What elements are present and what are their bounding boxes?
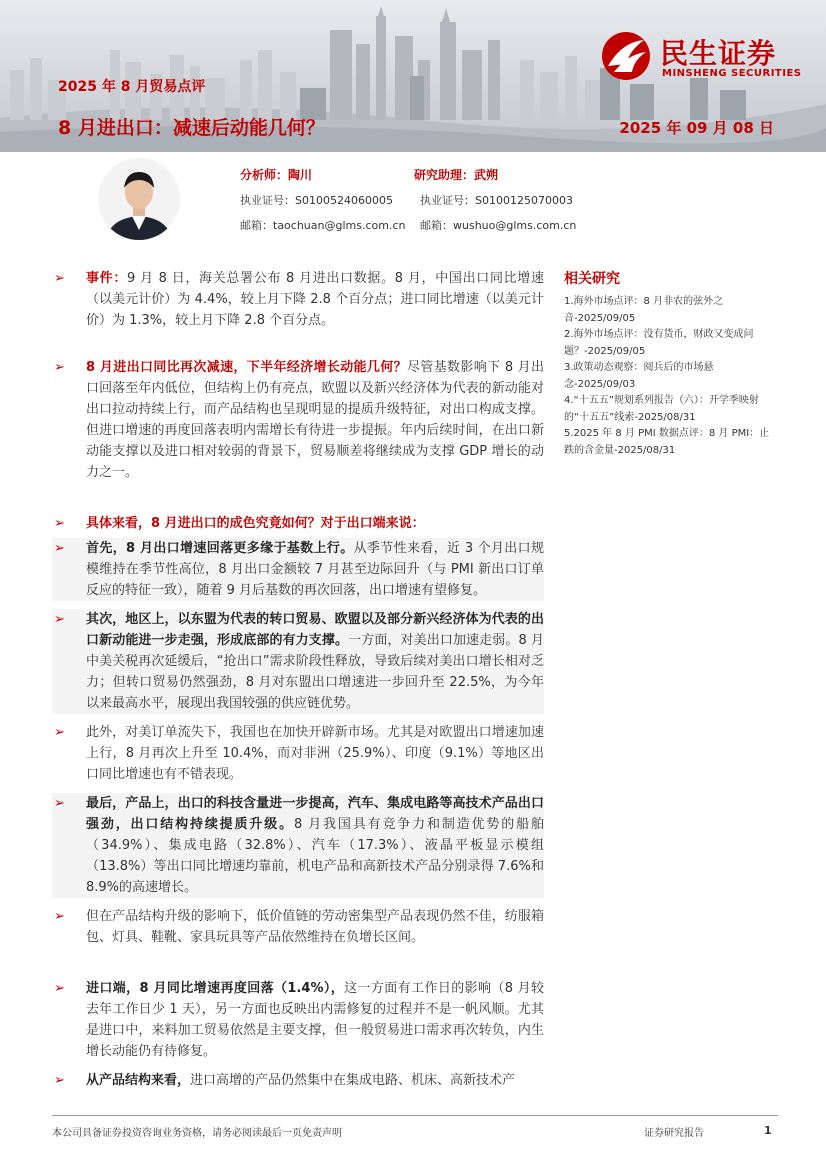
related-research [564,268,779,459]
assistant-cert: S0100125070003 [475,194,573,207]
related-research-item[interactable]: 5.2025 年 8 月 PMI 数据点评：8 月 PMI：止跌的含金量-2025/08/31 [564,428,770,456]
paragraph-labor-intensive: ➢ 但在产品结构升级的影响下，低价值链的劳动密集型产品表现仍然不佳，纺服箱包、灯具、鞋靴、家具玩具等产品依然维持在负增长区间。 [52,906,544,948]
report-series: 2025 年 8 月贸易点评 [58,79,206,95]
paragraph-products: ➢ 最后，产品上，出口的科技含量进一步提高，汽车、集成电路等高技术产品出口强劲，出口结构持续提质升级。8 月我国具有竞争力和制造优势的船舶（34.9%）、集成电路（32.8%）、汽车（17.3%）、液晶平板显示模组（13.8%）等出口同比增速均靠前，机电产品和高新技术产品分别录得 7.6%和 8.9%的高速增长。 [52,793,544,898]
related-research-item[interactable]: 1.海外市场点评：8 月非农的弦外之音-2025/09/05 [564,296,724,324]
analyst-name: 陶川 [288,168,313,182]
assistant-name: 武朔 [474,168,499,182]
bullet-arrow-icon: ➢ [54,612,65,627]
footer-doc-type: 证券研究报告 [644,1128,704,1139]
report-title: 8 月进出口：减速后动能几何？ [58,117,325,139]
bullet-arrow-icon: ➢ [54,909,65,924]
related-research-item[interactable]: 3.政策动态观察：阅兵后的市场悬念-2025/09/03 [564,362,714,390]
footer-divider [52,1115,778,1116]
paragraph-event: ➢ 事件：9 月 8 日，海关总署公布 8 月进出口数据。8 月，中国出口同比增速（以美元计价）为 4.4%，较上月下降 2.8 个百分点；进口同比增速（以美元计价）为 1.3%，较上月下降 2.8 个百分点。 [52,268,544,331]
paragraph-new-markets: ➢ 此外，对美订单流失下，我国也在加快开辟新市场。尤其是对欧盟出口增速加速上行，8 月再次上升至 10.4%，而对非洲（25.9%）、印度（9.1%）等地区出口同比增速也有不错表现。 [52,722,544,785]
analyst-cert: S0100524060005 [295,194,393,207]
analyst-info [240,166,405,233]
paragraph-regions: ➢ 其次，地区上，以东盟为代表的转口贸易、欧盟以及部分新兴经济体为代表的出口新动能进一步走强，形成底部的有力支撑。一方面，对美出口加速走弱。8 月中美关税再次延缓后，“抢出口”需求阶段性释放，导致后续对美出口增长相对乏力；但转口贸易仍然强劲，8 月对东盟出口增速进一步回升至 22.5%，为今年以来最高水平，展现出我国较强的供应链优势。 [52,609,544,714]
paragraph-export-heading: ➢ 具体来看，8 月进出口的成色究竟如何？对于出口端来说： [52,513,544,534]
paragraph-imports: ➢ 进口端，8 月同比增速再度回落（1.4%），这一方面有工作日的影响（8 月较去年工作日少 1 天），另一方面也反映出内需修复的过程并不是一帆风顺。尤其是进口中，来料加工贸易依然是主要支撑，但一般贸易进口需求再次转负，内生增长动能仍有待修复。 [52,978,544,1062]
related-research-item[interactable]: 4.“十五五”规划系列报告（六）：开学季映射的“十五五”线索-2025/08/31 [564,395,759,423]
paragraph-summary: ➢ 8 月进出口同比再次减速，下半年经济增长动能几何？尽管基数影响下 8 月出口回落至年内低位，但结构上仍有亮点，欧盟以及新兴经济体为代表的新动能对出口拉动持续上行，而产品结构也呈现明显的提质升级特征，对出口构成支撑。但进口增速的再度回落表明内需增长有待进一步提振。年内后续时间，在出口新动能支撑以及进口相对较弱的背景下，贸易顺差将继续成为支撑 GDP 增长的动力之一。 [52,357,544,483]
bullet-arrow-icon: ➢ [54,796,65,811]
logo-english-name: MINSHENG SECURITIES [662,68,802,79]
assistant-info [414,166,576,233]
analyst-cert-label: 执业证号： [240,194,295,207]
logo-mark-icon [600,30,652,82]
analyst-photo [98,158,180,240]
company-logo [600,30,810,86]
assistant-email: wushuo@glms.com.cn [453,219,577,232]
report-date: 2025 年 09 月 08 日 [619,119,774,137]
analyst-email: taochuan@glms.com.cn [273,219,406,232]
footer-disclaimer: 本公司具备证券投资咨询业务资格，请务必阅读最后一页免责声明 [52,1128,342,1139]
assistant-role: 研究助理： [414,168,475,182]
bullet-arrow-icon: ➢ [54,360,65,375]
bullet-arrow-icon: ➢ [54,516,65,531]
assistant-email-label: 邮箱： [420,219,453,232]
bullet-arrow-icon: ➢ [54,541,65,556]
bullet-arrow-icon: ➢ [54,981,65,996]
logo-chinese-name: 民生证券 [660,37,777,70]
bullet-arrow-icon: ➢ [54,725,65,740]
assistant-cert-label: 执业证号： [420,194,475,207]
analyst-email-label: 邮箱： [240,219,273,232]
paragraph-import-products: ➢ 从产品结构来看，进口高增的产品仍然集中在集成电路、机床、高新技术产 [52,1070,544,1091]
analyst-role: 分析师： [240,168,289,182]
paragraph-base-effect: ➢ 首先，8 月出口增速回落更多缘于基数上行。从季节性来看，近 3 个月出口规模维持在季节性高位，8 月出口金额较 7 月甚至边际回升（与 PMI 新出口订单反应的特征一致），随着 9 月后基数的再次回落，出口增速有望修复。 [52,538,544,601]
page-number: 1 [764,1124,772,1137]
bullet-arrow-icon: ➢ [54,1073,65,1088]
related-research-item[interactable]: 2.海外市场点评：没有货币，财政又变成问题？-2025/09/05 [564,329,754,357]
report-body [52,268,544,1091]
related-research-title: 相关研究 [564,271,620,287]
header-banner [0,0,826,152]
bullet-arrow-icon: ➢ [54,271,65,286]
